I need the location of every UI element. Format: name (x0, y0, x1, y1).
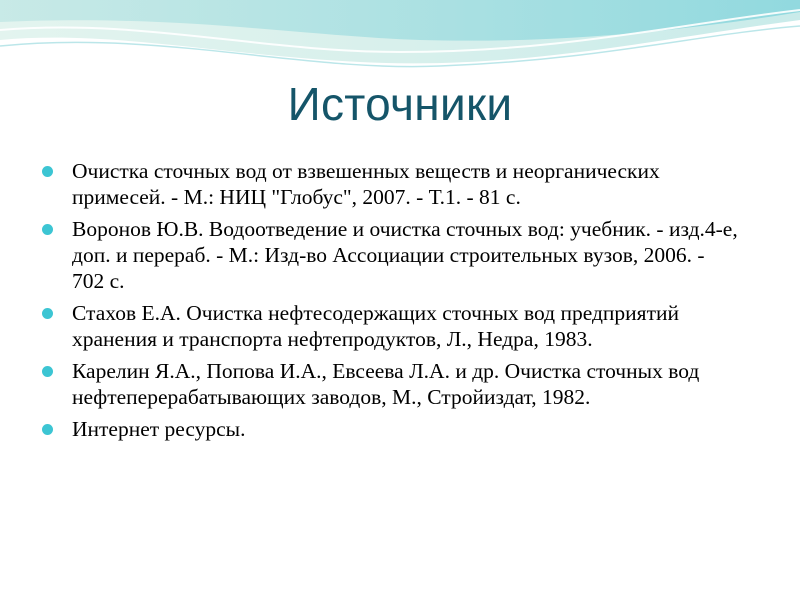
list-item (42, 216, 742, 294)
circle-bullet-icon (42, 366, 53, 377)
circle-bullet-icon (42, 308, 53, 319)
sources-list (42, 158, 742, 448)
list-item (42, 358, 742, 410)
list-item (42, 416, 742, 442)
source-text: Воронов Ю.В. Водоотведение и очистка сточных вод: учебник. - изд.4-е, доп. и перераб. - М.: Изд-во Ассоциации строительных вузов, 2006. - 702 с. (72, 217, 738, 293)
circle-bullet-icon (42, 166, 53, 177)
list-item (42, 158, 742, 210)
source-text: Стахов Е.А. Очистка нефтесодержащих сточных вод предприятий хранения и транспорта нефтепродуктов, Л., Недра, 1983. (72, 301, 679, 351)
slide-title: Источники (287, 78, 513, 130)
source-text: Интернет ресурсы. (72, 417, 246, 441)
list-item (42, 300, 742, 352)
circle-bullet-icon (42, 424, 53, 435)
source-text: Карелин Я.А., Попова И.А., Евсеева Л.А. и др. Очистка сточных вод нефтеперерабатывающих заводов, М., Стройиздат, 1982. (72, 359, 700, 409)
circle-bullet-icon (42, 224, 53, 235)
source-text: Очистка сточных вод от взвешенных веществ и неорганических примесей. - М.: НИЦ "Глобус", 2007. - Т.1. - 81 с. (72, 159, 660, 209)
